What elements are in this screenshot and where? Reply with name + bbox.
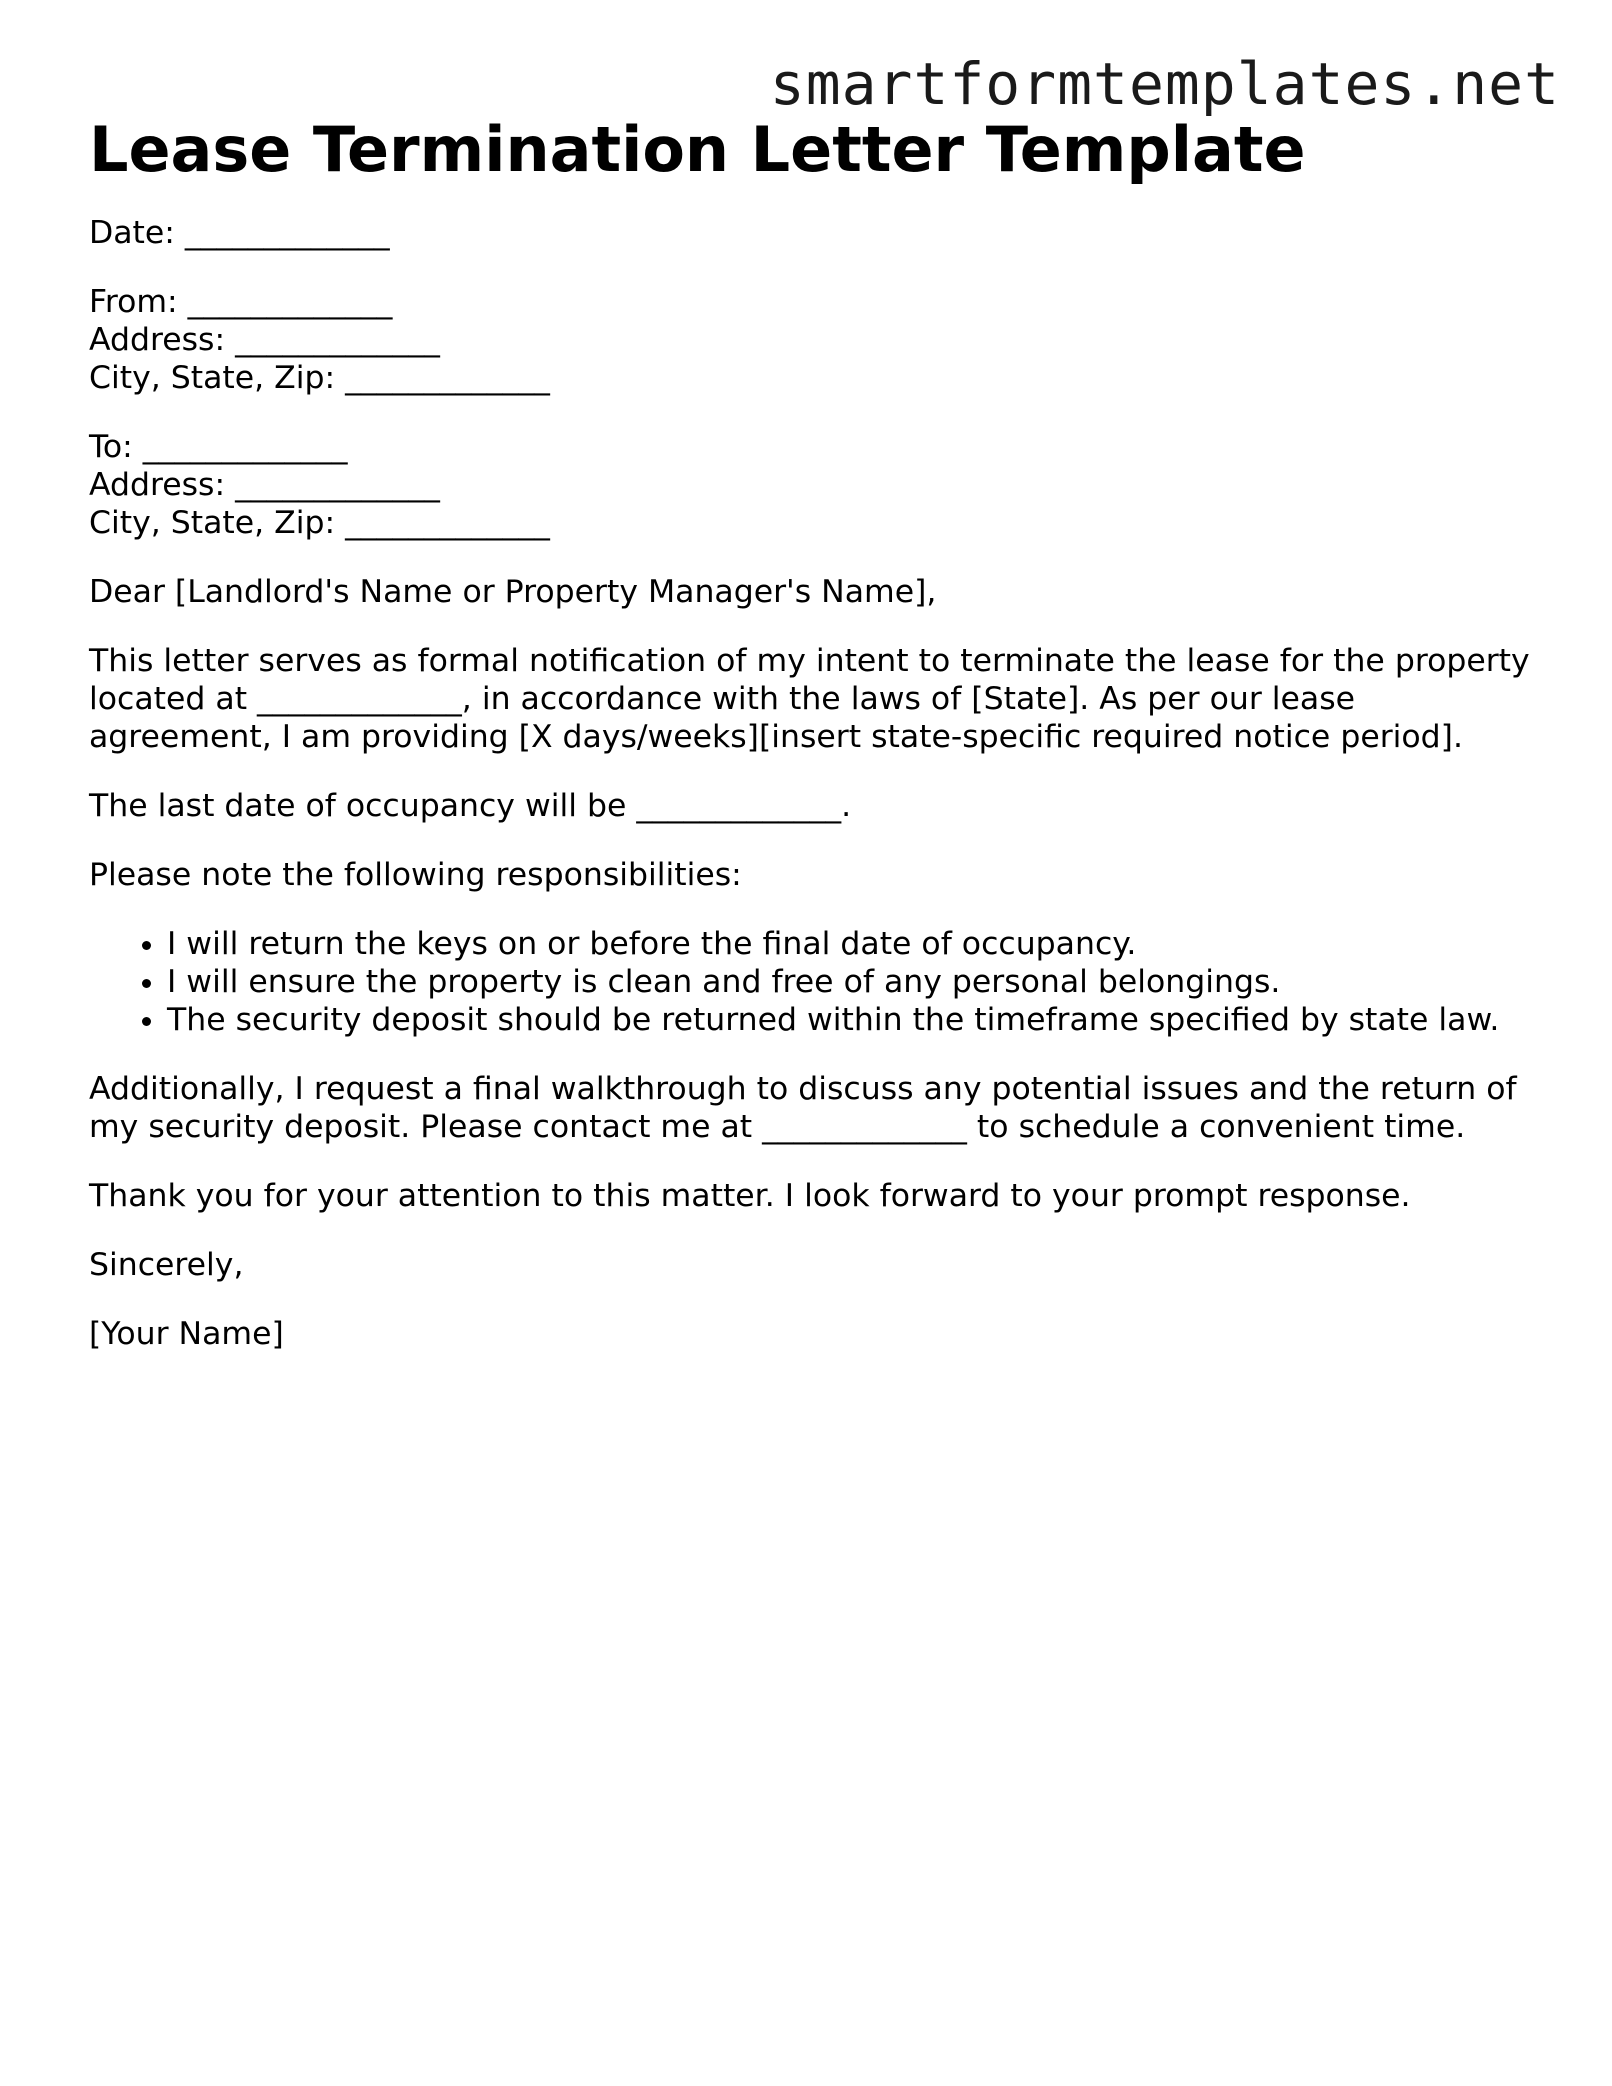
letter-page	[89, 110, 1539, 1384]
responsibilities-list	[89, 925, 1539, 1039]
closing: Sincerely,	[89, 1247, 244, 1283]
date-block	[89, 214, 1539, 252]
site-watermark: smartformtemplates.net	[769, 50, 1560, 118]
walkthrough-paragraph: Additionally, I request a final walkthrough to discuss any potential issues and the return of my security deposit. Please contact me at _____________ to schedule a convenient time.	[89, 1071, 1517, 1145]
from-address-line: Address: _____________	[89, 322, 440, 358]
last-date-line: The last date of occupancy will be _____________.	[89, 788, 852, 824]
to-name-line: To: _____________	[89, 429, 348, 465]
from-name-line: From: _____________	[89, 284, 393, 320]
from-block	[89, 283, 1539, 397]
date-line: Date: _____________	[89, 215, 390, 251]
to-address-line: Address: _____________	[89, 467, 440, 503]
to-city-line: City, State, Zip: _____________	[89, 505, 550, 541]
list-item: • The security deposit should be returned within the timeframe specified by state law.	[167, 1001, 1539, 1039]
letter-body	[89, 214, 1539, 1353]
responsibilities-intro: Please note the following responsibilities:	[89, 857, 742, 893]
salutation: Dear [Landlord's Name or Property Manager's Name],	[89, 574, 937, 610]
from-city-line: City, State, Zip: _____________	[89, 360, 550, 396]
intro-paragraph: This letter serves as formal notification of my intent to terminate the lease for the property located at _____________, in accordance with the laws of [State]. As per our lease agreement, I am providing [X days/weeks][insert state-specific required notice period].	[89, 643, 1530, 755]
signature-placeholder: [Your Name]	[89, 1316, 284, 1352]
to-block	[89, 428, 1539, 542]
list-item: • I will ensure the property is clean and free of any personal belongings.	[167, 963, 1539, 1001]
thanks-line: Thank you for your attention to this matter. I look forward to your prompt response.	[89, 1178, 1411, 1214]
page-title: Lease Termination Letter Template	[89, 113, 1306, 186]
list-item: • I will return the keys on or before the final date of occupancy.	[167, 925, 1539, 963]
